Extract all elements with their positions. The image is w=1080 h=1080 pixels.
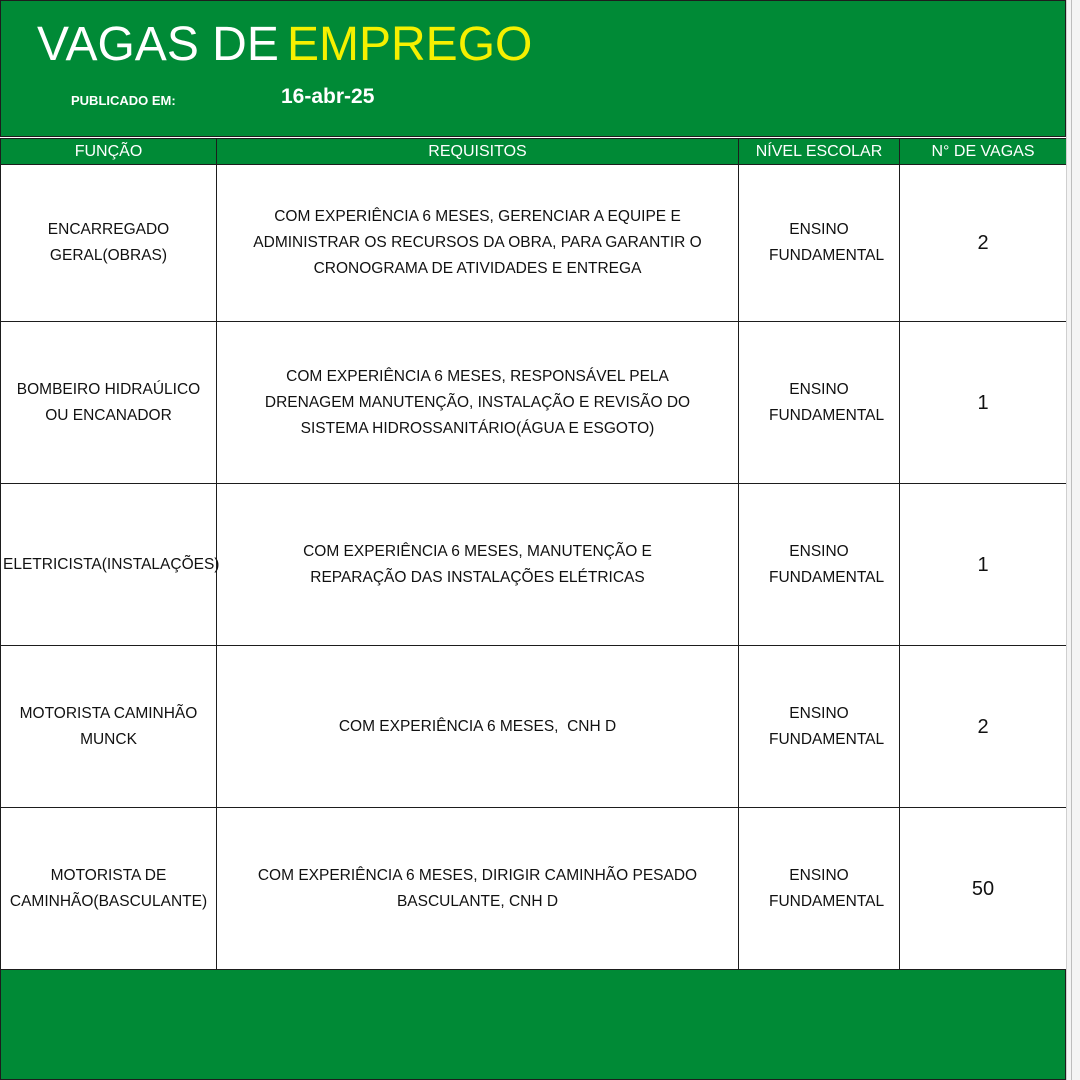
footer-banner <box>0 969 1066 1080</box>
cell-requisitos: COM EXPERIÊNCIA 6 MESES, CNH D <box>217 646 739 808</box>
table-row <box>1 484 1067 646</box>
cell-nivel-escolar: ENSINO FUNDAMENTAL <box>739 646 900 808</box>
cell-requisitos: COM EXPERIÊNCIA 6 MESES, GERENCIAR A EQUIPE E ADMINISTRAR OS RECURSOS DA OBRA, PARA GARANTIR O CRONOGRAMA DE ATIVIDADES E ENTREGA <box>217 165 739 322</box>
cell-num-vagas: 2 <box>900 165 1067 322</box>
table-row <box>1 165 1067 322</box>
cell-requisitos: COM EXPERIÊNCIA 6 MESES, MANUTENÇÃO E REPARAÇÃO DAS INSTALAÇÕES ELÉTRICAS <box>217 484 739 646</box>
cell-num-vagas: 2 <box>900 646 1067 808</box>
cell-funcao: MOTORISTA CAMINHÃO MUNCK <box>1 646 217 808</box>
column-header-requisitos: REQUISITOS <box>217 139 739 165</box>
cell-funcao: ELETRICISTA(INSTALAÇÕES) <box>1 484 217 646</box>
published-date: 16-abr-25 <box>281 85 375 108</box>
cell-nivel-escolar: ENSINO FUNDAMENTAL <box>739 165 900 322</box>
title-emprego: EMPREGO <box>287 18 533 71</box>
table-header-row <box>1 139 1067 165</box>
cell-requisitos: COM EXPERIÊNCIA 6 MESES, RESPONSÁVEL PELA DRENAGEM MANUTENÇÃO, INSTALAÇÃO E REVISÃO DO SISTEMA HIDROSSANITÁRIO(ÁGUA E ESGOTO) <box>217 322 739 484</box>
column-header-funcao: FUNÇÃO <box>1 139 217 165</box>
column-header-num-vagas: N° DE VAGAS <box>900 139 1067 165</box>
cell-nivel-escolar: ENSINO FUNDAMENTAL <box>739 808 900 970</box>
sheet-right-margin <box>1066 0 1080 1080</box>
cell-nivel-escolar: ENSINO FUNDAMENTAL <box>739 484 900 646</box>
cell-funcao: MOTORISTA DE CAMINHÃO(BASCULANTE) <box>1 808 217 970</box>
cell-funcao: ENCARREGADO GERAL(OBRAS) <box>1 165 217 322</box>
table-row <box>1 808 1067 970</box>
cell-funcao: BOMBEIRO HIDRAÚLICO OU ENCANADOR <box>1 322 217 484</box>
published-label: PUBLICADO EM: <box>71 93 176 108</box>
table-row <box>1 646 1067 808</box>
cell-nivel-escolar: ENSINO FUNDAMENTAL <box>739 322 900 484</box>
cell-num-vagas: 50 <box>900 808 1067 970</box>
cell-num-vagas: 1 <box>900 484 1067 646</box>
column-header-nivel-escolar: NÍVEL ESCOLAR <box>739 139 900 165</box>
title-vagas-de: VAGAS DE <box>37 18 279 71</box>
sheet-edge-line <box>1071 0 1072 1080</box>
cell-num-vagas: 1 <box>900 322 1067 484</box>
cell-requisitos: COM EXPERIÊNCIA 6 MESES, DIRIGIR CAMINHÃO PESADO BASCULANTE, CNH D <box>217 808 739 970</box>
table-row <box>1 322 1067 484</box>
vacancies-table <box>0 138 1067 970</box>
header-banner <box>0 0 1066 137</box>
